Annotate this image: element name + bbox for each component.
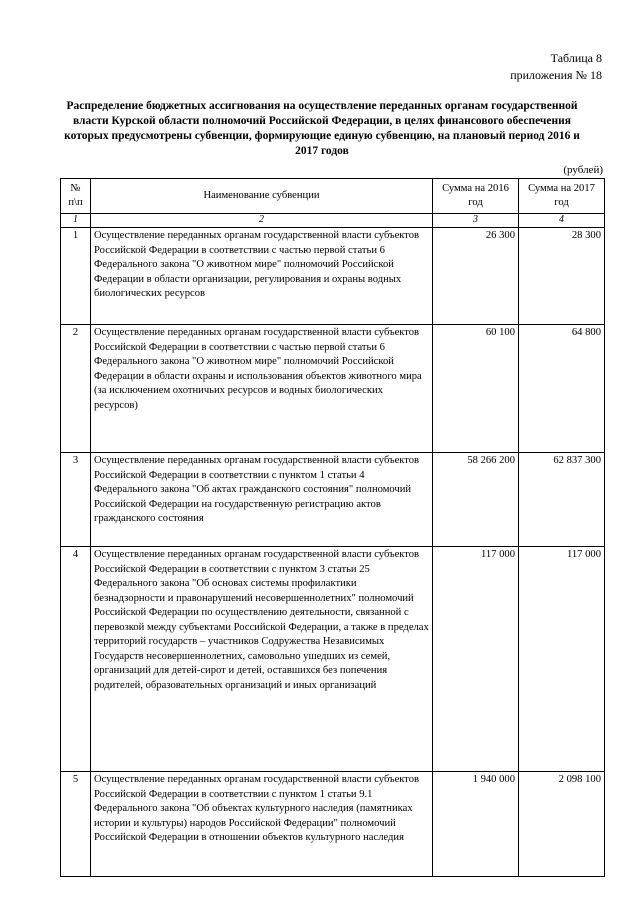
header-sum-2017: Сумма на 2017 год	[519, 179, 605, 214]
table-row	[61, 453, 605, 547]
row-number: 4	[61, 547, 91, 772]
document-title: Распределение бюджетных ассигнования на осуществление переданных органам государственной власти Курской области полномочий Российской Федерации, в целях финансового обеспечения которых предусмотрены субвенции, формирующие единую субвенцию, на плановый период 2016 и 2017 годов	[64, 100, 580, 157]
row-sum-2017: 28 300	[519, 228, 605, 325]
row-sum-2016: 26 300	[433, 228, 519, 325]
header-name: Наименование субвенции	[91, 179, 433, 214]
row-sum-2017: 117 000	[519, 547, 605, 772]
index-cell: 3	[433, 214, 519, 228]
row-number: 5	[61, 772, 91, 877]
row-name: Осуществление переданных органам государственной власти субъектов Российской Федерации в соответствии с пунктом 3 статьи 25 Федерального закона "Об основах системы профилактики безнадзорности и правонарушений несовершеннолетних" полномочий Российской Федерации по осуществлению деятельности, связанной с перевозкой между субъектами Российской Федерации, а также в пределах территорий государств – участников Содружества Независимых Государств несовершеннолетних, самовольно ушедших из семей, организаций для детей-сирот и детей, оставшихся без попечения родителей, образовательных организаций и иных организаций	[91, 547, 433, 772]
row-number: 2	[61, 325, 91, 453]
header-num: № п\п	[61, 179, 91, 214]
row-name: Осуществление переданных органам государственной власти субъектов Российской Федерации в соответствии с частью первой статьи 6 Федерального закона "О животном мире" полномочий Российской Федерации в области организации, регулирования и охраны водных биологических ресурсов	[91, 228, 433, 325]
table-index-row	[61, 214, 605, 228]
subvention-table	[60, 178, 605, 877]
header-sum-2016: Сумма на 2016 год	[433, 179, 519, 214]
row-sum-2016: 58 266 200	[433, 453, 519, 547]
row-sum-2017: 64 800	[519, 325, 605, 453]
row-sum-2017: 62 837 300	[519, 453, 605, 547]
index-cell: 4	[519, 214, 605, 228]
caption-table-number: Таблица 8	[550, 51, 602, 65]
row-number: 3	[61, 453, 91, 547]
row-sum-2016: 1 940 000	[433, 772, 519, 877]
row-sum-2017: 2 098 100	[519, 772, 605, 877]
row-name: Осуществление переданных органам государственной власти субъектов Российской Федерации в соответствии с пунктом 1 статьи 9.1 Федерального закона "Об объектах культурного наследия (памятниках истории и культуры) народов Российской Федерации" полномочий Российской Федерации в отношении объектов культурного наследия	[91, 772, 433, 877]
row-name: Осуществление переданных органам государственной власти субъектов Российской Федерации в соответствии с пунктом 1 статьи 4 Федерального закона "Об актах гражданского состояния" полномочий Российской Федерации на государственную регистрацию актов гражданского состояния	[91, 453, 433, 547]
table-row	[61, 547, 605, 772]
index-cell: 2	[91, 214, 433, 228]
row-name: Осуществление переданных органам государственной власти субъектов Российской Федерации в соответствии с частью первой статьи 6 Федерального закона "О животном мире" полномочий Российской Федерации в области охраны и использования объектов животного мира (за исключением охотничьих ресурсов и водных биологических ресурсов)	[91, 325, 433, 453]
row-sum-2016: 60 100	[433, 325, 519, 453]
table-row	[61, 772, 605, 877]
caption-appendix-number: приложения № 18	[510, 68, 602, 82]
row-number: 1	[61, 228, 91, 325]
units-label: (рублей)	[563, 164, 603, 176]
table-header-row	[61, 179, 605, 214]
table-row	[61, 228, 605, 325]
row-sum-2016: 117 000	[433, 547, 519, 772]
index-cell: 1	[61, 214, 91, 228]
table-caption	[510, 50, 602, 84]
table-row	[61, 325, 605, 453]
